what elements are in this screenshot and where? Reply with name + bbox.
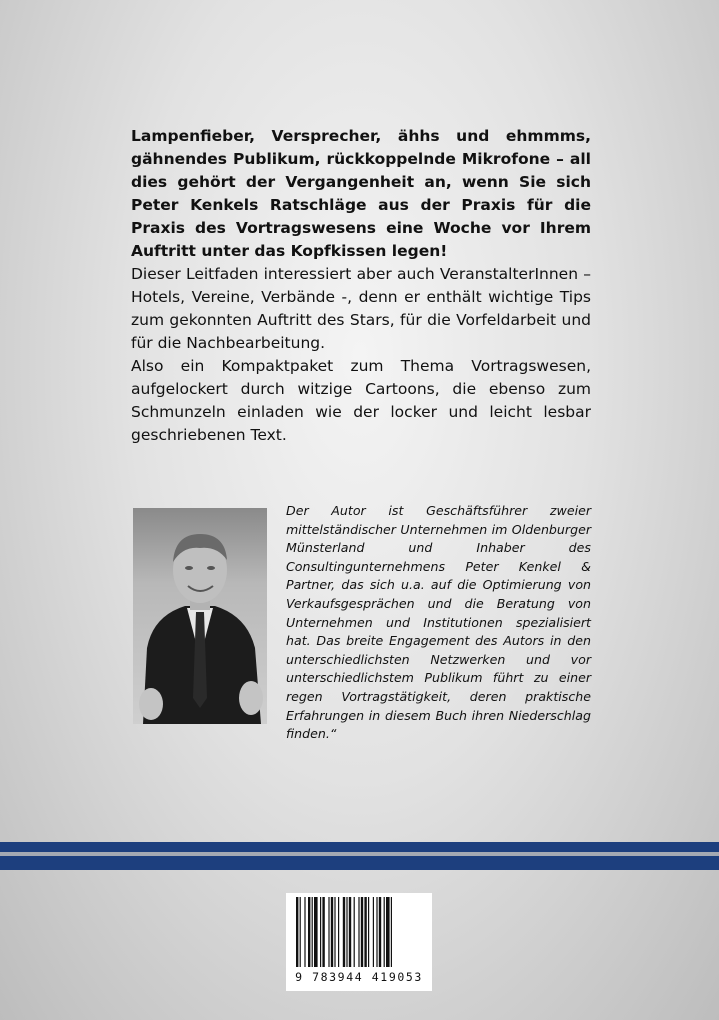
blurb-paragraph-2: Dieser Leitfaden interessiert aber auch VeranstalterInnen – Hotels, Vereine, Verbände -, denn er enthält wichtige Tips zum gekonnten Auftritt des Stars, für die Vorfeldarbeit und für die Nachbearbeitung. <box>131 265 591 352</box>
barcode-bars <box>294 897 424 969</box>
author-photo <box>133 508 267 724</box>
author-portrait-image <box>133 508 267 724</box>
blurb-paragraph-3: Also ein Kompaktpaket zum Thema Vortragswesen, aufgelockert durch witzige Cartoons, die ebenso zum Schmunzeln einladen wie der locker und leicht lesbar geschriebenen Text. <box>131 357 591 444</box>
isbn-barcode <box>286 893 432 991</box>
back-cover-blurb <box>131 125 591 447</box>
blurb-paragraph-1: Lampenfieber, Versprecher, ähhs und ehmmms, gähnendes Publikum, rückkoppelnde Mikrofone – all dies gehört der Vergangenheit an, wenn Sie sich Peter Kenkels Ratschläge aus der Praxis für die Praxis des Vortragswesens eine Woche vor Ihrem Auftritt unter das Kopfkissen legen! <box>131 127 591 260</box>
author-bio: Der Autor ist Geschäftsführer zweier mittelständischer Unternehmen im Oldenburger Münsterland und Inhaber des Consultingunternehmens Peter Kenkel & Partner, das sich u.a. auf die Optimierung von Verkaufsgesprächen und die Beratung von Unternehmen und Institutionen spezialisiert hat. Das breite Engagement des Autors in den unterschiedlichsten Netzwerken und vor unterschiedlichstem Publikum führt zu einer regen Vortragstätigkeit, deren praktische Erfahrungen in diesem Buch ihren Niederschlag finden.“ <box>286 503 591 742</box>
blue-stripe-top <box>0 842 719 852</box>
blue-stripe-bottom <box>0 856 719 870</box>
isbn-number: 9 783944 419053 <box>295 970 423 984</box>
